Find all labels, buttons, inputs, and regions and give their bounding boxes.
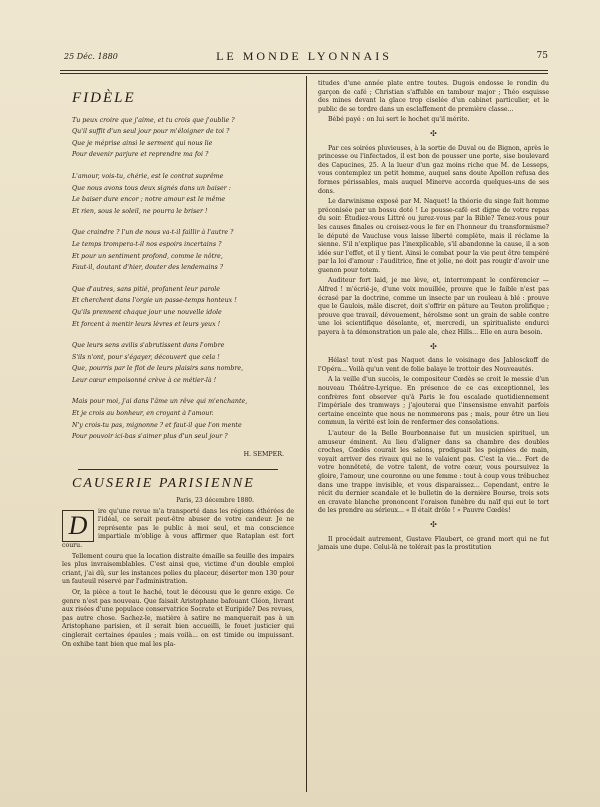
poem-body bbox=[62, 115, 294, 443]
poem-line: Pour pouvoir ici-bas s'aimer plus d'un seul jour ? bbox=[72, 433, 228, 441]
header-rule-2 bbox=[60, 73, 548, 74]
poem-line: Que je méprise ainsi le serment qui nous lie bbox=[72, 139, 213, 147]
poem-line: Que, pourris par le flot de leurs plaisirs sans nombre, bbox=[72, 365, 244, 373]
article-paragraph: L'auteur de la Belle Bourbonnaise fut un musicien spirituel, un amuseur éminent. Au lieu d'aligner dans sa chambre des doubles croches, Cœdès courait les salons, prodiguait les poignées de main, voyait arriver des rivaux qui ne le valaient pas. C'est la vie... Fort de votre honnêteté, de votre talent, de votre cœur, vous poursuivez la gloire, l'amour, une couronne ou une femme : tout à coup vous trébuchez dans une trappe invisible, et vous disparaissez... Cependant, entre le récit du dernier scandale et le bulletin de la dernière Bourse, trois sots en cravate blanche prononcent l'oraison funèbre du naïf qui eut le tort de les prendre au sérieux... « Il était drôle ! » Pauvre Cœdès! bbox=[318, 429, 549, 515]
left-column bbox=[62, 80, 294, 651]
poem-line: Qu'ils prennent chaque jour une nouvelle idole bbox=[72, 308, 222, 316]
poem-line: Et je crois au bonheur, en croyant à l'amour. bbox=[72, 410, 214, 418]
poem-line: Qu'il suffit d'un seul jour pour m'éloigner de toi ? bbox=[72, 128, 230, 136]
section-divider bbox=[78, 469, 278, 470]
ornament-icon: ✣ bbox=[430, 519, 437, 529]
column-divider bbox=[306, 76, 307, 792]
causerie-dateline: Paris, 23 décembre 1880. bbox=[176, 497, 254, 505]
poem-line: Faut-il, doutant d'hier, douter des lendemains ? bbox=[72, 264, 224, 272]
article-paragraph: Bébé payé : on lui sert le hochet qu'il mérite. bbox=[328, 116, 470, 124]
poem-stanza bbox=[62, 284, 294, 330]
causerie-paragraph: Tellement couru que la location distraite émaille sa feuille des impairs les plus invraisemblables. C'est ainsi que, victime d'un double emploi criant, j'ai dû, sur les instances polies du placeur, déserter mon 130 pour un fauteuil réservé par l'administration. bbox=[62, 552, 294, 586]
drop-cap: D bbox=[62, 510, 94, 542]
ornament-icon: ✣ bbox=[430, 341, 437, 351]
page-header bbox=[60, 48, 548, 66]
poem-signature: H. SEMPER. bbox=[243, 450, 284, 458]
causerie-paragraph: D ire qu'une revue m'a transporté dans les régions éthérées de l'idéal, ce serait peut-être abuser de votre candeur. Je ne représente pas le public à moi seul, et ma conscience impartiale m'oblige à vous affirmer que Rataplan est fort couru. bbox=[62, 507, 294, 549]
masthead-title: LE MONDE LYONNAIS bbox=[216, 49, 392, 63]
article-paragraph: Hélas! tout n'est pas Naquet dans le voisinage des Jablosckoff de l'Opéra... Voilà qu'un vent de folie balaye le trottoir des Nouveautés. bbox=[318, 357, 549, 373]
poem-stanza bbox=[62, 340, 294, 386]
article-paragraph: Il procédait autrement, Gustave Flaubert, ce grand mort qui ne fut jamais une dupe. Celui-là ne tolérait pas la prostitution bbox=[318, 535, 549, 552]
poem-title: FIDÈLE bbox=[72, 90, 136, 106]
issue-date: 25 Déc. 1880 bbox=[64, 52, 118, 61]
poem-line: Et pour un sentiment profond, comme le nôtre, bbox=[72, 252, 223, 260]
article-paragraph: Auditeur fort laid, je me lève, et, interrompant le conférencier — Alfred ! m'écrié-je, d'une voix mouillée, prouve que le faible n'est pas écrasé par la doctrine, comme un insecte par un rouleau à blé : prouve que le Gaulois, mâle discret, doit s'offrir en pâture au Teuton prolifique ; prouve que travail, dévouement, héroïsme sont un grain de sable contre une loi scientifique désolante, et, mercredi, un spiritualiste endurci payera à ta démonstration un pale ale, chez Hills... Elle en aura besoin. bbox=[318, 277, 549, 337]
poem-line: Pour devenir parjure et reprendre ma foi ? bbox=[72, 151, 209, 159]
ornament-icon: ✣ bbox=[430, 128, 437, 138]
poem-line: Tu peux croire que j'aime, et tu crois que j'oublie ? bbox=[72, 116, 235, 124]
poem-line: Leur cœur empoisonné crève à ce métier-là ! bbox=[72, 376, 217, 384]
poem-line: Mais pour moi, j'ai dans l'âme un rêve qui m'enchante, bbox=[72, 398, 248, 406]
poem-line: S'ils n'ont, pour s'égayer, découvert que cela ! bbox=[72, 353, 220, 361]
poem-stanza bbox=[62, 227, 294, 273]
article-paragraph: Par ces soirées pluvieuses, à la sortie de Duval ou de Bignon, après le princesse ou l'infectados, il est bon de pousser une porte, sise boulevard des Capucines, 25. A la lueur d'un gaz moins riche que M. de Lesseps, vous contemplez un petit homme, auquel sans doute Apollon refusa des formes périssables, mais auquel Minerve accorda quelques-uns de ses dons. bbox=[318, 144, 549, 195]
poem-line: Et cherchent dans l'orgie un passe-temps honteux ! bbox=[72, 297, 237, 305]
causerie-title: CAUSERIE PARISIENNE bbox=[72, 476, 255, 492]
poem-stanza bbox=[62, 396, 294, 442]
poem-line: Le baiser dure encor ; notre amour est le même bbox=[72, 196, 226, 204]
poem-line: Le temps trompera-t-il nos espoirs incertains ? bbox=[72, 240, 222, 248]
poem-line: N'y crois-tu pas, mignonne ? et faut-il que l'on mente bbox=[72, 421, 242, 429]
poem-line: L'amour, vois-tu, chérie, est le contrat suprême bbox=[72, 172, 224, 180]
page-number: 75 bbox=[536, 51, 548, 61]
article-paragraph: Le darwinisme exposé par M. Naquet! la théorie du singe fait homme préconisée par un bossu doté ! Le pousse-café est digne de votre repas du soir. Étudiez-vous Littré ou jurez-vous par la Bible? Tenez-vous pour les causes finales ou croisez-vous le fer en l'honneur du transformisme? le député de Vaucluse vous laisse liberté complète, mais il réclame la sienne. S'il n'explique pas l'inexplicable, s'il abandonne la cause, il a son idée sur l'effet, et il y tient. Ainsi le combat pour la vie peut être tempéré par la loi d'amour : l'auditrice, fine et jolie, ne doit pas rougir d'avoir une guenon pour totem. bbox=[318, 198, 549, 274]
right-column bbox=[318, 80, 549, 555]
poem-line: Et rien, sous le soleil, ne pourra le briser ! bbox=[72, 207, 208, 215]
poem-line: Que d'autres, sans pitié, profanent leur parole bbox=[72, 285, 221, 293]
poem-stanza bbox=[62, 171, 294, 217]
poem-line: Que craindre ? l'un de nous va-t-il faillir à l'autre ? bbox=[72, 229, 234, 237]
poem-stanza bbox=[62, 115, 294, 161]
article-paragraph: titudes d'une année plate entre toutes. Dugois endosse le rondin du garçon de café ; Christian s'affuble en tambour major ; Théo esquisse des mines devant la glace trop ciselée d'un cabinet particulier, et le public de se tordre dans un esclaffement de première classe... bbox=[318, 80, 549, 113]
poem-line: Que nous avons tous deux signés dans un baiser : bbox=[72, 184, 231, 192]
header-rule bbox=[60, 70, 548, 71]
poem-line: Et forcent à mentir leurs lèvres et leurs yeux ! bbox=[72, 320, 221, 328]
causerie-paragraph: Or, la pièce a tout le haché, tout le décousu que le genre exige. Ce genre n'est pas nouveau. Que faisait Aristophane bafouant Cléon, livrant aux risées d'une populace conservatrice Socrate et Euripide? Des revues, pas autre chose. Sachez-le, matière à satire ne manquerait pas à un Aristophane parisien, et il serait bien accueilli, le fouet justicier qui cinglerait certaines épaules ; mais voilà... on est timide ou impuissant. On exhibe tant bien que mal les pla- bbox=[62, 588, 294, 648]
article-paragraph: A la veille d'un succès, le compositeur Cœdès se croit le messie d'un nouveau Théâtre-Lyrique. En présence de ce cas exceptionnel, les confrères font observer qu'à Paris le fou escalade quotidiennement l'impériale des tramways ; j'ajouterai que l'insensisme envahit parfois certaine enceinte que nous ne nommerons pas ; mais, pour être un lieu commun, la vérité est loin de renfermer des consolations. bbox=[318, 376, 549, 427]
poem-line: Que leurs sens avilis s'abrutissent dans l'ombre bbox=[72, 342, 225, 350]
